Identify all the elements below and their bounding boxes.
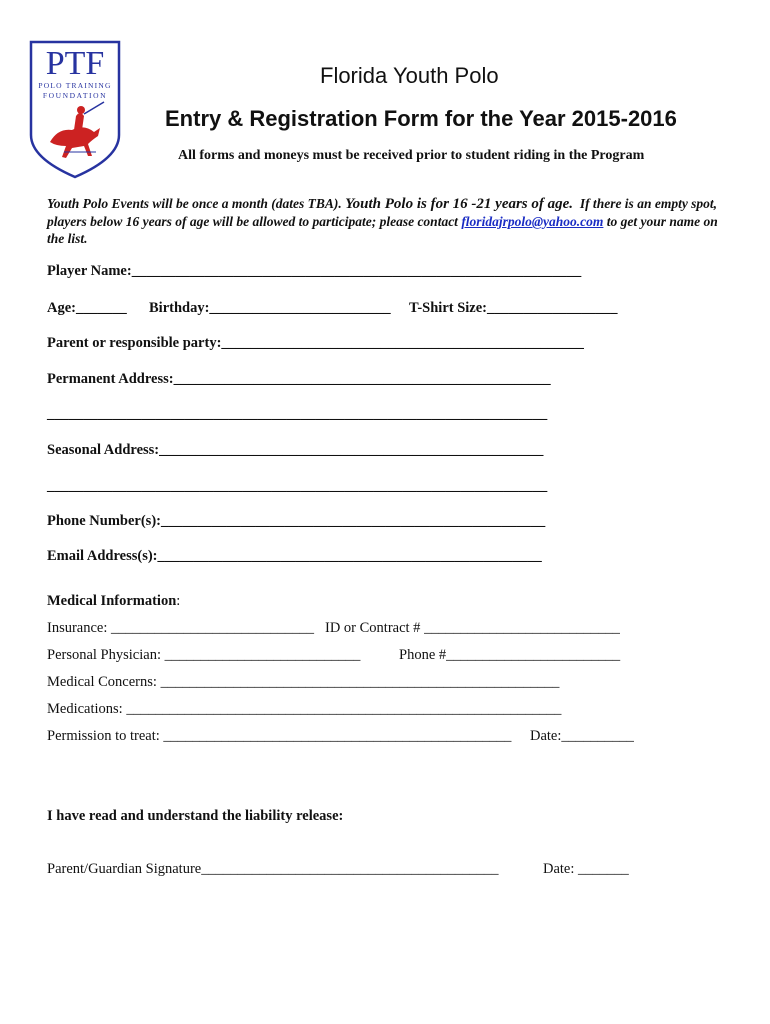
- permanent-address-label: Permanent Address:: [47, 371, 174, 387]
- seasonal-address-field[interactable]: Seasonal Address:_____________________________________________________: [47, 442, 544, 458]
- liability-statement: I have read and understand the liability release:: [47, 808, 344, 824]
- physician-field[interactable]: Personal Physician: ___________________________: [47, 647, 361, 663]
- medical-heading-colon: :: [176, 593, 181, 609]
- ptf-shield-icon: [28, 40, 122, 180]
- logo-line1: POLO TRAINING: [38, 81, 112, 90]
- signature-date-field[interactable]: Date: _______: [543, 861, 629, 877]
- medical-concerns-field[interactable]: Medical Concerns: _______________________________________________________: [47, 674, 560, 690]
- parent-label: Parent or responsible party:: [47, 335, 222, 351]
- intro-part4: to get your name on the list.: [47, 214, 718, 246]
- contact-email-link[interactable]: floridajrpolo@yahoo.com: [461, 214, 604, 229]
- permission-label: Permission to treat:: [47, 728, 160, 744]
- tshirt-size-label: T-Shirt Size:: [409, 300, 488, 316]
- phone-label: Phone Number(s):: [47, 513, 161, 529]
- signature-label: Parent/Guardian Signature: [47, 861, 202, 877]
- logo-letters: PTF: [45, 45, 105, 82]
- ptf-logo: [28, 40, 122, 180]
- intro-part3: If there is an empty spot, players below 16 years of age will be allowed to participate; please contact: [47, 196, 718, 229]
- id-contract-label: ID or Contract #: [325, 620, 421, 636]
- tshirt-size-field[interactable]: T-Shirt Size:__________________: [409, 300, 618, 316]
- intro-part1: Youth Polo Events will be once a month (dates TBA).: [47, 196, 342, 211]
- permanent-address-field[interactable]: Permanent Address:____________________________________________________: [47, 371, 551, 387]
- logo-line2: FOUNDATION: [42, 91, 108, 100]
- physician-phone-label: Phone #: [399, 647, 447, 663]
- medications-field[interactable]: Medications: ____________________________________________________________: [47, 701, 562, 717]
- form-subtitle: Entry & Registration Form for the Year 2015-2016: [165, 106, 677, 131]
- medical-heading: [47, 593, 180, 610]
- medical-heading-label: Medical Information: [47, 593, 177, 609]
- seasonal-address-label: Seasonal Address:: [47, 442, 160, 458]
- medications-label: Medications:: [47, 701, 123, 717]
- signature-field[interactable]: Parent/Guardian Signature_________________________________________: [47, 861, 499, 877]
- permission-date-label: Date:: [530, 728, 562, 744]
- insurance-label: Insurance:: [47, 620, 108, 636]
- form-title: Florida Youth Polo: [320, 63, 499, 88]
- payment-notice: All forms and moneys must be received prior to student riding in the Program: [178, 148, 645, 163]
- physician-label: Personal Physician:: [47, 647, 161, 663]
- permanent-address-line2[interactable]: _____________________________________________________________________: [47, 406, 548, 422]
- age-field[interactable]: Age:_______: [47, 300, 127, 316]
- player-name-field[interactable]: Player Name:______________________________________________________________: [47, 263, 582, 279]
- player-name-label: Player Name:: [47, 263, 132, 279]
- phone-field[interactable]: Phone Number(s):_____________________________________________________: [47, 513, 546, 529]
- age-label: Age:: [47, 300, 76, 316]
- birthday-field[interactable]: Birthday:_________________________: [149, 300, 391, 316]
- seasonal-address-line2[interactable]: _____________________________________________________________________: [47, 478, 548, 494]
- email-field[interactable]: Email Address(s):_____________________________________________________: [47, 548, 542, 564]
- birthday-label: Birthday:: [149, 300, 210, 316]
- intro-part2: Youth Polo is for 16 -21 years of age.: [345, 196, 574, 212]
- medical-concerns-label: Medical Concerns:: [47, 674, 157, 690]
- physician-phone-field[interactable]: Phone #________________________: [399, 647, 621, 663]
- intro-paragraph: [47, 195, 727, 247]
- insurance-field[interactable]: Insurance: ____________________________: [47, 620, 315, 636]
- id-contract-field[interactable]: ID or Contract # ___________________________: [325, 620, 620, 636]
- email-label: Email Address(s):: [47, 548, 158, 564]
- signature-date-label: Date:: [543, 861, 575, 877]
- permission-field[interactable]: Permission to treat: ________________________________________________: [47, 728, 512, 744]
- permission-date-field[interactable]: Date:__________: [530, 728, 634, 744]
- parent-field[interactable]: Parent or responsible party:__________________________________________________: [47, 335, 584, 351]
